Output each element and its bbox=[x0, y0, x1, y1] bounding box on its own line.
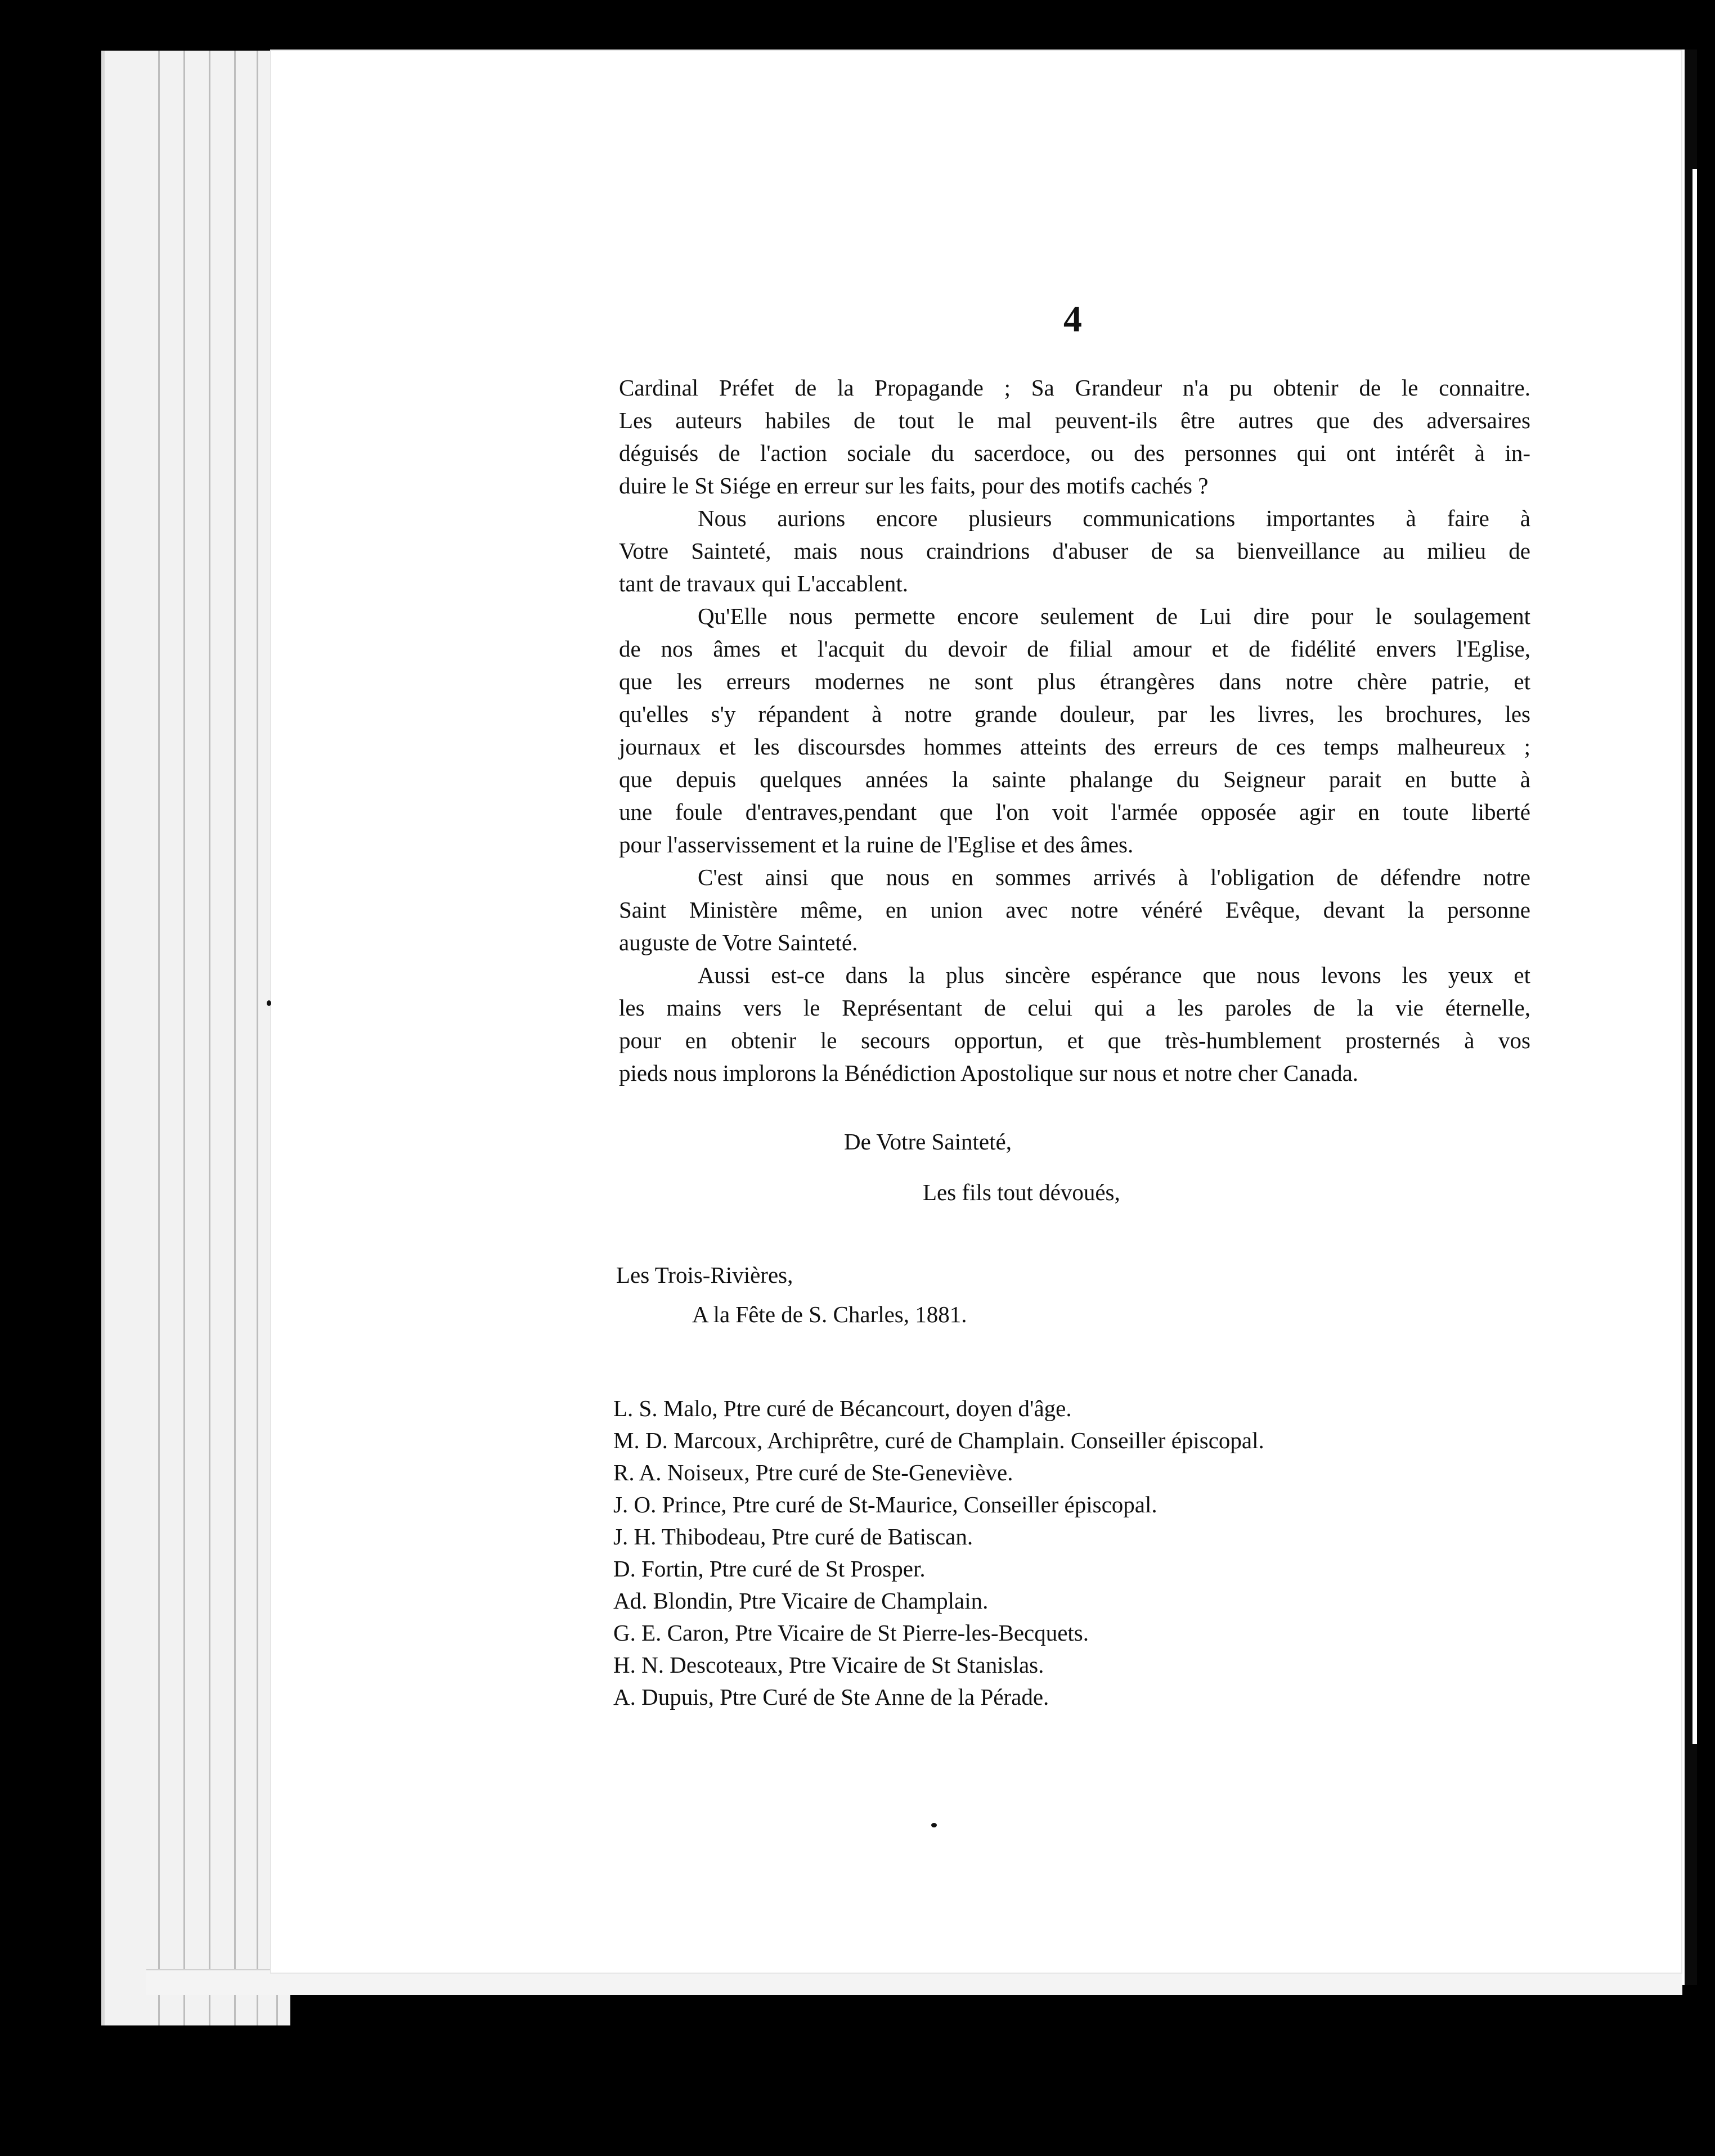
paragraph-line: Votre Sainteté, mais nous craindrions d'abuser de sa bienveillance au milieu de bbox=[619, 538, 1530, 564]
signatory-line: J. O. Prince, Ptre curé de St-Maurice, Conseiller épiscopal. bbox=[613, 1492, 1157, 1517]
closing-sign-off: Les fils tout dévoués, bbox=[923, 1179, 1120, 1205]
scan-speck bbox=[267, 1000, 271, 1006]
paragraph-line: une foule d'entraves,pendant que l'on voit l'armée opposée agir en toute liberté bbox=[619, 799, 1530, 825]
paragraph-line: que les erreurs modernes ne sont plus étrangères dans notre chère patrie, et bbox=[619, 668, 1530, 694]
paragraph-line: auguste de Votre Sainteté. bbox=[619, 929, 858, 955]
signatory-list bbox=[613, 1393, 1264, 1713]
paragraph-line: Les auteurs habiles de tout le mal peuvent-ils être autres que des adversaires bbox=[619, 407, 1530, 433]
paragraph-line: déguisés de l'action sociale du sacerdoce, ou des personnes qui ont intérêt à in- bbox=[619, 440, 1530, 466]
page-number: 4 bbox=[1063, 299, 1082, 340]
paragraph-line: Qu'Elle nous permette encore seulement de Lui dire pour le soulagement bbox=[698, 603, 1530, 629]
paragraph-line: Nous aurions encore plusieurs communications importantes à faire à bbox=[698, 505, 1530, 531]
place-city: Les Trois-Rivières, bbox=[616, 1262, 793, 1288]
paragraph-line: pieds nous implorons la Bénédiction Apostolique sur nous et notre cher Canada. bbox=[619, 1060, 1359, 1086]
signatory-line: R. A. Noiseux, Ptre curé de Ste-Geneviève. bbox=[613, 1459, 1013, 1485]
paragraph-line: de nos âmes et l'acquit du devoir de filial amour et de fidélité envers l'Eglise, bbox=[619, 636, 1530, 662]
paragraph-line: que depuis quelques années la sainte phalange du Seigneur parait en butte à bbox=[619, 766, 1530, 792]
signatory-line: G. E. Caron, Ptre Vicaire de St Pierre-les-Becquets. bbox=[613, 1620, 1089, 1646]
closing-salutation: De Votre Sainteté, bbox=[844, 1129, 1012, 1155]
paragraph-line: qu'elles s'y répandent à notre grande douleur, par les livres, les brochures, les bbox=[619, 701, 1530, 727]
page-edge-line bbox=[209, 51, 210, 2025]
signatory-line: M. D. Marcoux, Archiprêtre, curé de Champlain. Conseiller épiscopal. bbox=[613, 1427, 1264, 1453]
page-edge-line bbox=[158, 51, 160, 2025]
page-edge-line bbox=[234, 51, 236, 2025]
paragraph-line: pour en obtenir le secours opportun, et que très-humblement prosternés à vos bbox=[619, 1027, 1530, 1053]
paragraph-line: Cardinal Préfet de la Propagande ; Sa Grandeur n'a pu obtenir de le connaitre. bbox=[619, 375, 1530, 401]
page-stack-edges bbox=[101, 51, 290, 2025]
paragraph-line: les mains vers le Représentant de celui qui a les paroles de la vie éternelle, bbox=[619, 995, 1530, 1021]
paragraph-line: journaux et les discoursdes hommes atteints des erreurs de ces temps malheureux ; bbox=[619, 734, 1530, 760]
signatory-line: D. Fortin, Ptre curé de St Prosper. bbox=[613, 1556, 926, 1582]
paragraph-line: C'est ainsi que nous en sommes arrivés à l'obligation de défendre notre bbox=[698, 864, 1530, 890]
paragraph-line: Saint Ministère même, en union avec notre vénéré Evêque, devant la personne bbox=[619, 897, 1530, 923]
paragraph-line: tant de travaux qui L'accablent. bbox=[619, 571, 908, 596]
page-edge-line bbox=[257, 51, 258, 2025]
signatory-line: L. S. Malo, Ptre curé de Bécancourt, doyen d'âge. bbox=[613, 1395, 1072, 1421]
letter-body bbox=[619, 371, 1530, 1089]
page-edge-line bbox=[183, 51, 185, 2025]
scan-speck bbox=[931, 1823, 937, 1827]
place-date: A la Fête de S. Charles, 1881. bbox=[692, 1301, 967, 1327]
paragraph-line: duire le St Siége en erreur sur les faits, pour des motifs cachés ? bbox=[619, 473, 1209, 498]
paragraph-line: pour l'asservissement et la ruine de l'Eglise et des âmes. bbox=[619, 832, 1134, 857]
signatory-line: Ad. Blondin, Ptre Vicaire de Champlain. bbox=[613, 1588, 989, 1614]
right-binding-highlight bbox=[1692, 169, 1697, 1744]
signatory-line: H. N. Descoteaux, Ptre Vicaire de St Stanislas. bbox=[613, 1652, 1044, 1678]
paragraph-line: Aussi est-ce dans la plus sincère espérance que nous levons les yeux et bbox=[698, 962, 1530, 988]
signatory-line: A. Dupuis, Ptre Curé de Ste Anne de la Pérade. bbox=[613, 1684, 1049, 1710]
signatory-line: J. H. Thibodeau, Ptre curé de Batiscan. bbox=[613, 1524, 973, 1549]
